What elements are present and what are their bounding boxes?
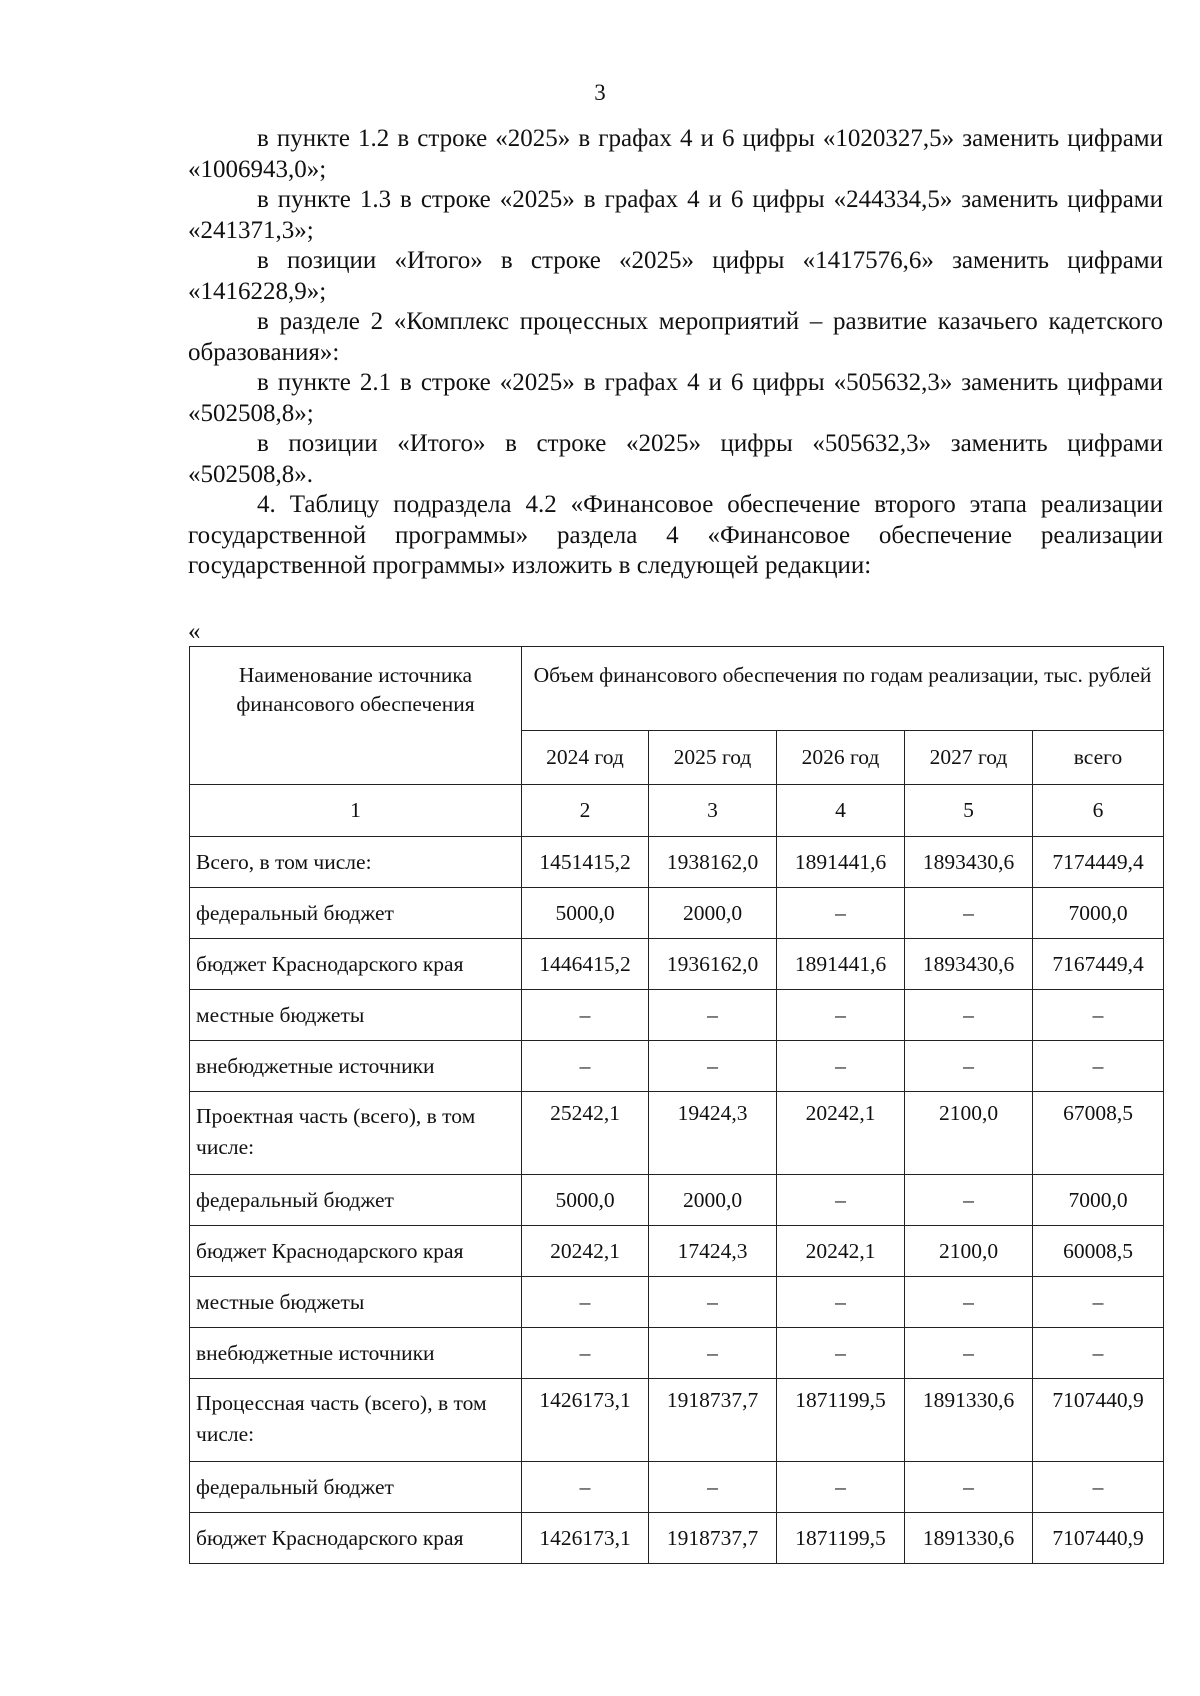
row-value-col-4: – [777,1328,905,1379]
row-source-name: бюджет Краснодарского края [190,1513,522,1564]
column-number-5: 5 [905,785,1033,837]
row-value-col-4: – [777,990,905,1041]
row-value-col-4: – [777,1175,905,1226]
row-value-col-4: 1891441,6 [777,939,905,990]
row-value-col-5: – [905,1277,1033,1328]
row-value-col-5: – [905,1462,1033,1513]
header-year-2024: 2024 год [522,731,649,785]
table-row [190,1379,1164,1462]
amendment-text [188,124,1163,582]
row-source-name: Процессная часть (всего), в том числе: [190,1379,522,1462]
paragraph-7: 4. Таблицу подраздела 4.2 «Финансовое обеспечение второго этапа реализации государственной программы» раздела 4 «Финансовое обеспечение реализации государственной программы» изложить в следующей редакции: [188,491,1163,579]
row-value-col-2: 1451415,2 [522,837,649,888]
row-value-col-3: – [649,1277,777,1328]
row-value-col-6: 7167449,4 [1033,939,1164,990]
table-row [190,837,1164,888]
row-value-col-4: 20242,1 [777,1226,905,1277]
paragraph-3: в позиции «Итого» в строке «2025» цифры «1417576,6» заменить цифрами «1416228,9»; [188,247,1163,305]
row-value-col-3: – [649,1041,777,1092]
row-value-col-4: – [777,888,905,939]
row-value-col-6: – [1033,990,1164,1041]
row-value-col-3: – [649,990,777,1041]
row-value-col-3: 1918737,7 [649,1513,777,1564]
row-source-name: федеральный бюджет [190,1462,522,1513]
row-value-col-3: 19424,3 [649,1092,777,1175]
row-value-col-5: – [905,1041,1033,1092]
paragraph-5: в пункте 2.1 в строке «2025» в графах 4 и 6 цифры «505632,3» заменить цифрами «502508,8»; [188,369,1163,427]
row-value-col-5: – [905,990,1033,1041]
table-row [190,1513,1164,1564]
row-value-col-3: 1936162,0 [649,939,777,990]
row-value-col-2: 20242,1 [522,1226,649,1277]
paragraph-2: в пункте 1.3 в строке «2025» в графах 4 и 6 цифры «244334,5» заменить цифрами «241371,3»; [188,186,1163,244]
row-source-name: федеральный бюджет [190,888,522,939]
table-row [190,1462,1164,1513]
open-quote: « [188,618,201,645]
column-number-4: 4 [777,785,905,837]
row-source-name: Всего, в том числе: [190,837,522,888]
header-year-2025: 2025 год [649,731,777,785]
row-value-col-6: – [1033,1462,1164,1513]
row-value-col-3: 17424,3 [649,1226,777,1277]
row-value-col-2: – [522,1462,649,1513]
table-row [190,1041,1164,1092]
paragraph-4: в разделе 2 «Комплекс процессных мероприятий – развитие казачьего кадетского образования»: [188,308,1163,366]
row-source-name: Проектная часть (всего), в том числе: [190,1092,522,1175]
table-row [190,1277,1164,1328]
row-value-col-5: – [905,1175,1033,1226]
row-value-col-5: 1893430,6 [905,939,1033,990]
row-value-col-6: 7107440,9 [1033,1513,1164,1564]
row-value-col-4: 20242,1 [777,1092,905,1175]
table-row [190,1226,1164,1277]
row-source-name: местные бюджеты [190,990,522,1041]
row-value-col-4: 1871199,5 [777,1513,905,1564]
row-value-col-6: 7174449,4 [1033,837,1164,888]
column-number-2: 2 [522,785,649,837]
row-value-col-2: – [522,1277,649,1328]
row-value-col-2: 1426173,1 [522,1379,649,1462]
row-value-col-2: 5000,0 [522,888,649,939]
header-total: всего [1033,731,1164,785]
row-value-col-4: 1891441,6 [777,837,905,888]
row-value-col-2: 1446415,2 [522,939,649,990]
row-value-col-6: 67008,5 [1033,1092,1164,1175]
row-value-col-5: – [905,888,1033,939]
row-source-name: внебюджетные источники [190,1328,522,1379]
row-value-col-6: – [1033,1041,1164,1092]
row-value-col-3: 2000,0 [649,1175,777,1226]
row-value-col-4: – [777,1462,905,1513]
row-value-col-3: 1918737,7 [649,1379,777,1462]
row-source-name: федеральный бюджет [190,1175,522,1226]
row-value-col-2: – [522,1328,649,1379]
table-column-numbers-row [190,785,1164,837]
row-value-col-5: – [905,1328,1033,1379]
row-value-col-3: – [649,1462,777,1513]
column-number-6: 6 [1033,785,1164,837]
row-value-col-5: 2100,0 [905,1092,1033,1175]
row-value-col-6: 7000,0 [1033,1175,1164,1226]
page-number: 3 [594,80,606,105]
row-value-col-5: 1891330,6 [905,1513,1033,1564]
financing-table [189,646,1164,1564]
paragraph-6: в позиции «Итого» в строке «2025» цифры «505632,3» заменить цифрами «502508,8». [188,430,1163,488]
table-header-row [190,647,1164,731]
table-row [190,939,1164,990]
row-value-col-2: – [522,1041,649,1092]
row-value-col-3: 2000,0 [649,888,777,939]
header-year-2027: 2027 год [905,731,1033,785]
row-value-col-5: 2100,0 [905,1226,1033,1277]
row-value-col-2: 25242,1 [522,1092,649,1175]
header-year-2026: 2026 год [777,731,905,785]
column-number-3: 3 [649,785,777,837]
table-row [190,1175,1164,1226]
table-row [190,888,1164,939]
header-volume: Объем финансового обеспечения по годам реализации, тыс. рублей [522,647,1164,731]
row-value-col-5: 1893430,6 [905,837,1033,888]
table-row [190,1328,1164,1379]
row-value-col-2: – [522,990,649,1041]
row-value-col-6: – [1033,1328,1164,1379]
row-value-col-3: 1938162,0 [649,837,777,888]
row-value-col-3: – [649,1328,777,1379]
row-source-name: бюджет Краснодарского края [190,939,522,990]
table-row [190,990,1164,1041]
row-value-col-6: 7107440,9 [1033,1379,1164,1462]
table-row [190,1092,1164,1175]
row-source-name: внебюджетные источники [190,1041,522,1092]
row-value-col-4: 1871199,5 [777,1379,905,1462]
row-value-col-4: – [777,1277,905,1328]
row-source-name: бюджет Краснодарского края [190,1226,522,1277]
paragraph-1: в пункте 1.2 в строке «2025» в графах 4 и 6 цифры «1020327,5» заменить цифрами «1006943,0»; [188,125,1163,183]
header-source-name: Наименование источника финансового обеспечения [190,647,522,785]
row-value-col-6: 60008,5 [1033,1226,1164,1277]
row-value-col-2: 5000,0 [522,1175,649,1226]
row-value-col-6: – [1033,1277,1164,1328]
row-value-col-2: 1426173,1 [522,1513,649,1564]
row-value-col-4: – [777,1041,905,1092]
column-number-1: 1 [190,785,522,837]
row-source-name: местные бюджеты [190,1277,522,1328]
row-value-col-5: 1891330,6 [905,1379,1033,1462]
row-value-col-6: 7000,0 [1033,888,1164,939]
